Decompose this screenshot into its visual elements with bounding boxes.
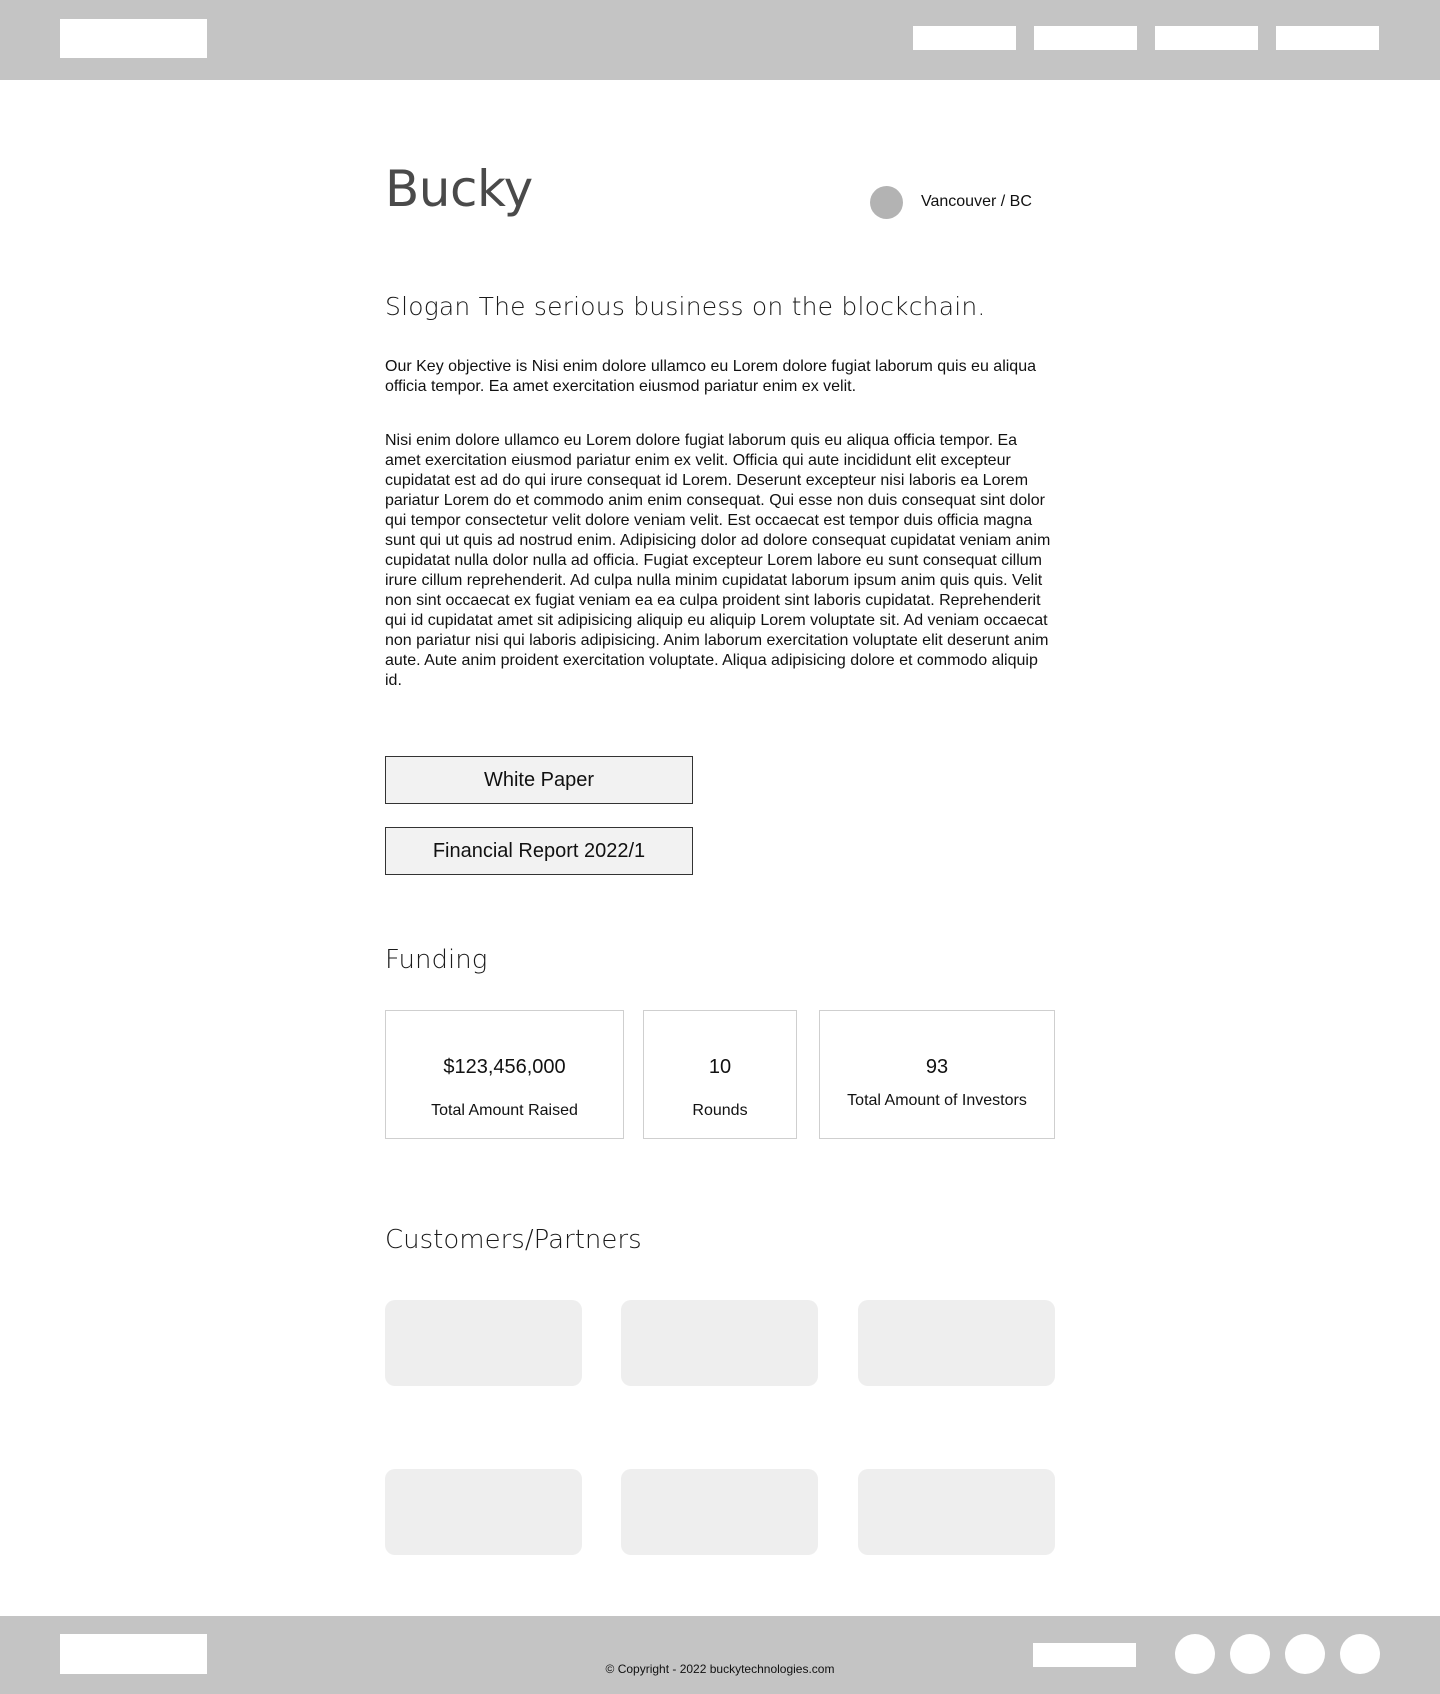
company-slogan: Slogan The serious business on the blockchain. — [385, 292, 986, 321]
footer-link[interactable] — [1033, 1643, 1136, 1667]
stat-card-investors — [819, 1010, 1055, 1139]
stat-card-total-raised — [385, 1010, 624, 1139]
partner-logo-1[interactable] — [385, 1300, 582, 1386]
nav-link-4[interactable] — [1276, 26, 1379, 50]
key-objective: Our Key objective is Nisi enim dolore ullamco eu Lorem dolore fugiat laborum quis eu aliqua officia tempor. Ea amet exercitation eiusmod pariatur enim ex velit. — [385, 358, 1036, 395]
partner-logo-3[interactable] — [858, 1300, 1055, 1386]
site-footer — [0, 1616, 1440, 1694]
logo-placeholder-icon[interactable] — [60, 19, 207, 58]
partner-logo-6[interactable] — [858, 1469, 1055, 1555]
stat-label: Rounds — [692, 1102, 748, 1119]
partner-logo-2[interactable] — [621, 1300, 818, 1386]
nav-link-2[interactable] — [1034, 26, 1137, 50]
partner-logo-4[interactable] — [385, 1469, 582, 1555]
social-icon-3[interactable] — [1285, 1634, 1325, 1674]
site-header — [0, 0, 1440, 80]
social-icon-4[interactable] — [1340, 1634, 1380, 1674]
stat-value: 93 — [925, 1056, 949, 1078]
company-location — [870, 186, 1032, 218]
financial-report-button[interactable]: Financial Report 2022/1 — [385, 827, 693, 875]
nav-link-3[interactable] — [1155, 26, 1258, 50]
partners-title: Customers/Partners — [385, 1225, 642, 1255]
copyright-text: © Copyright - 2022 buckytechnologies.com — [605, 1662, 835, 1676]
social-icon-2[interactable] — [1230, 1634, 1270, 1674]
stat-label: Total Amount of Investors — [847, 1092, 1027, 1109]
company-description: Nisi enim dolore ullamco eu Lorem dolore fugiat laborum quis eu aliqua officia tempor. Ea amet exercitation eiusmod pariatur enim ex velit. Officia qui aute incididunt elit excepteur cupidatat est ad do qui irure consequat id Lorem. Deserunt excepteur nisi laboris ea Lorem pariatur Lorem do et commodo anim enim consequat. Qui esse non duis consequat sint dolor qui tempor consectetur velit dolore veniam velit. Est occaecat est tempor duis officia magna sunt qui ut quis ad nostrud enim. Adipisicing dolor ad dolore consequat cupidatat veniam anim cupidatat nulla dolor nulla ad officia. Fugiat excepteur Lorem labore eu sunt consequat cillum irure cillum reprehenderit. Ad culpa nulla minim cupidatat laborum ipsum anim quis quis. Velit non sint occaecat ex fugiat veniam ea ea culpa proident sint laboris cupidatat. Reprehenderit qui id cupidatat amet sit adipisicing aliquip eu aliquip Lorem voluptate sit. Ad veniam occaecat non pariatur nisi qui laboris adipisicing. Anim laborum exercitation voluptate elit deserunt anim aute. Aute anim proident exercitation voluptate. Aliqua adipisicing dolore et commodo aliquip id. — [385, 432, 1051, 689]
location-text: Vancouver / BC — [921, 193, 1032, 210]
nav-link-1[interactable] — [913, 26, 1016, 50]
stat-value: $123,456,000 — [443, 1056, 566, 1078]
stat-card-rounds — [643, 1010, 797, 1139]
company-name: Bucky — [385, 160, 533, 218]
social-icon-1[interactable] — [1175, 1634, 1215, 1674]
location-pin-icon — [870, 186, 903, 219]
stat-value: 10 — [708, 1056, 732, 1078]
partner-logo-5[interactable] — [621, 1469, 818, 1555]
white-paper-button[interactable]: White Paper — [385, 756, 693, 804]
funding-title: Funding — [385, 945, 488, 975]
stat-label: Total Amount Raised — [431, 1102, 578, 1119]
